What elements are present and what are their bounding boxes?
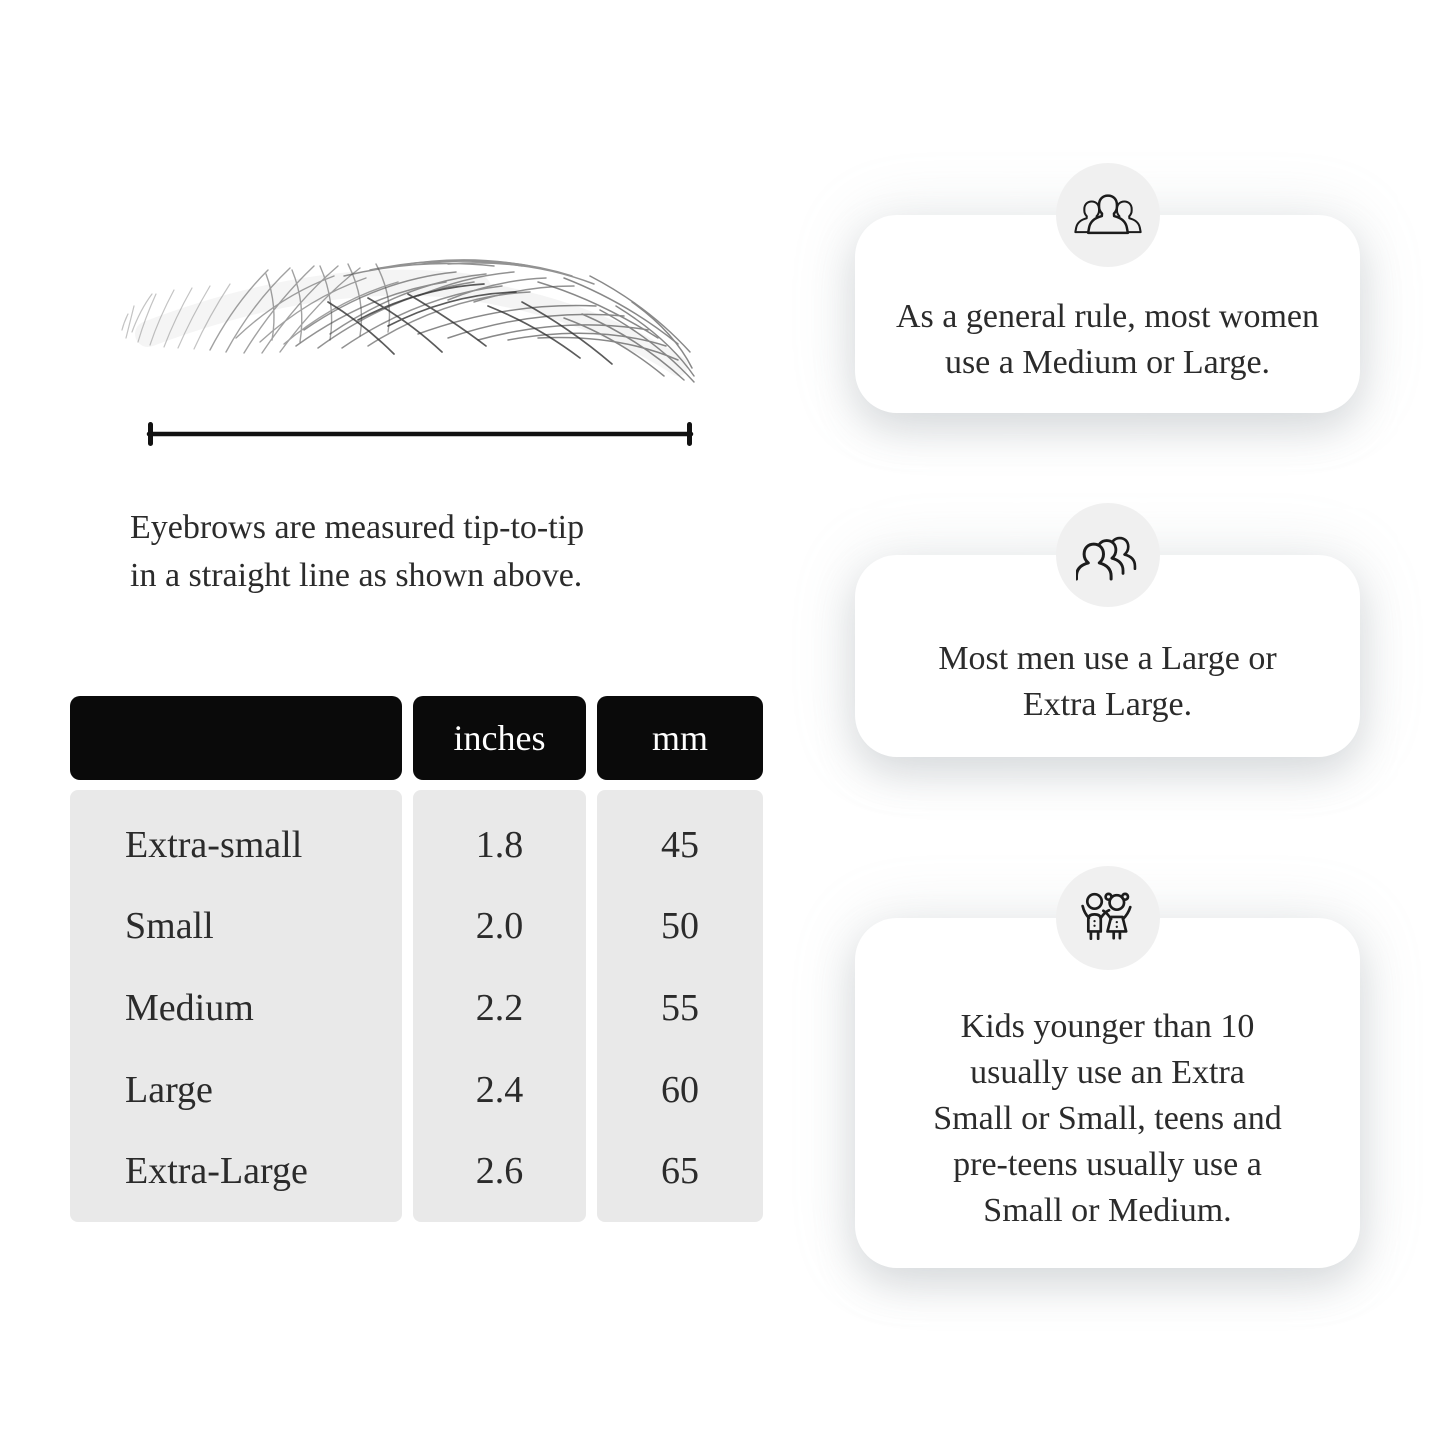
info-card-women xyxy=(855,215,1360,413)
women-group-icon xyxy=(1074,189,1142,241)
row-mm: 65 xyxy=(661,1150,699,1193)
row-label: Medium xyxy=(125,986,254,1029)
table-row xyxy=(70,1049,763,1131)
table-row xyxy=(70,967,763,1049)
row-label: Extra-small xyxy=(125,823,303,866)
row-label: Large xyxy=(125,1068,213,1111)
card-text-line: use a Medium or Large. xyxy=(944,344,1271,381)
measurement-line xyxy=(146,422,694,446)
row-label: Extra-Large xyxy=(125,1150,308,1193)
card-text-line: Most men use a Large or xyxy=(938,640,1277,677)
card-text-line: pre-teens usually use a xyxy=(953,1146,1262,1183)
row-mm: 50 xyxy=(661,905,699,948)
card-text xyxy=(855,607,1360,757)
row-inches: 2.4 xyxy=(475,1068,524,1111)
table-row xyxy=(70,886,763,968)
info-card-kids xyxy=(855,918,1360,1268)
row-mm: 55 xyxy=(661,986,699,1029)
row-inches: 1.8 xyxy=(475,823,524,866)
measurement-caption xyxy=(130,504,584,600)
row-inches: 2.2 xyxy=(475,986,524,1029)
card-text-line: As a general rule, most women xyxy=(896,298,1319,335)
caption-line-1: Eyebrows are measured tip-to-tip xyxy=(130,509,585,546)
caption-line-2: in a straight line as shown above. xyxy=(130,557,583,594)
column-header-inches: inches xyxy=(413,696,586,780)
card-text-line: Kids younger than 10 xyxy=(960,1008,1255,1045)
men-group-icon xyxy=(1076,529,1140,581)
card-badge xyxy=(1056,503,1160,607)
kids-icon xyxy=(1079,889,1137,947)
row-inches: 2.6 xyxy=(475,1150,524,1193)
row-inches: 2.0 xyxy=(475,905,524,948)
size-table xyxy=(70,790,763,1222)
card-text xyxy=(855,970,1360,1268)
card-text-line: Small or Medium. xyxy=(983,1192,1232,1229)
card-badge xyxy=(1056,163,1160,267)
table-row xyxy=(70,804,763,886)
eyebrow-sketch xyxy=(118,242,700,394)
info-card-men xyxy=(855,555,1360,757)
row-mm: 60 xyxy=(661,1068,699,1111)
column-header-mm: mm xyxy=(597,696,763,780)
card-text-line: usually use an Extra xyxy=(970,1054,1245,1091)
card-text xyxy=(855,267,1360,413)
row-label: Small xyxy=(125,905,214,948)
card-badge xyxy=(1056,866,1160,970)
column-header-size xyxy=(70,696,402,780)
row-mm: 45 xyxy=(661,823,699,866)
card-text-line: Extra Large. xyxy=(1022,686,1193,723)
card-text-line: Small or Small, teens and xyxy=(933,1100,1282,1137)
table-row xyxy=(70,1130,763,1212)
